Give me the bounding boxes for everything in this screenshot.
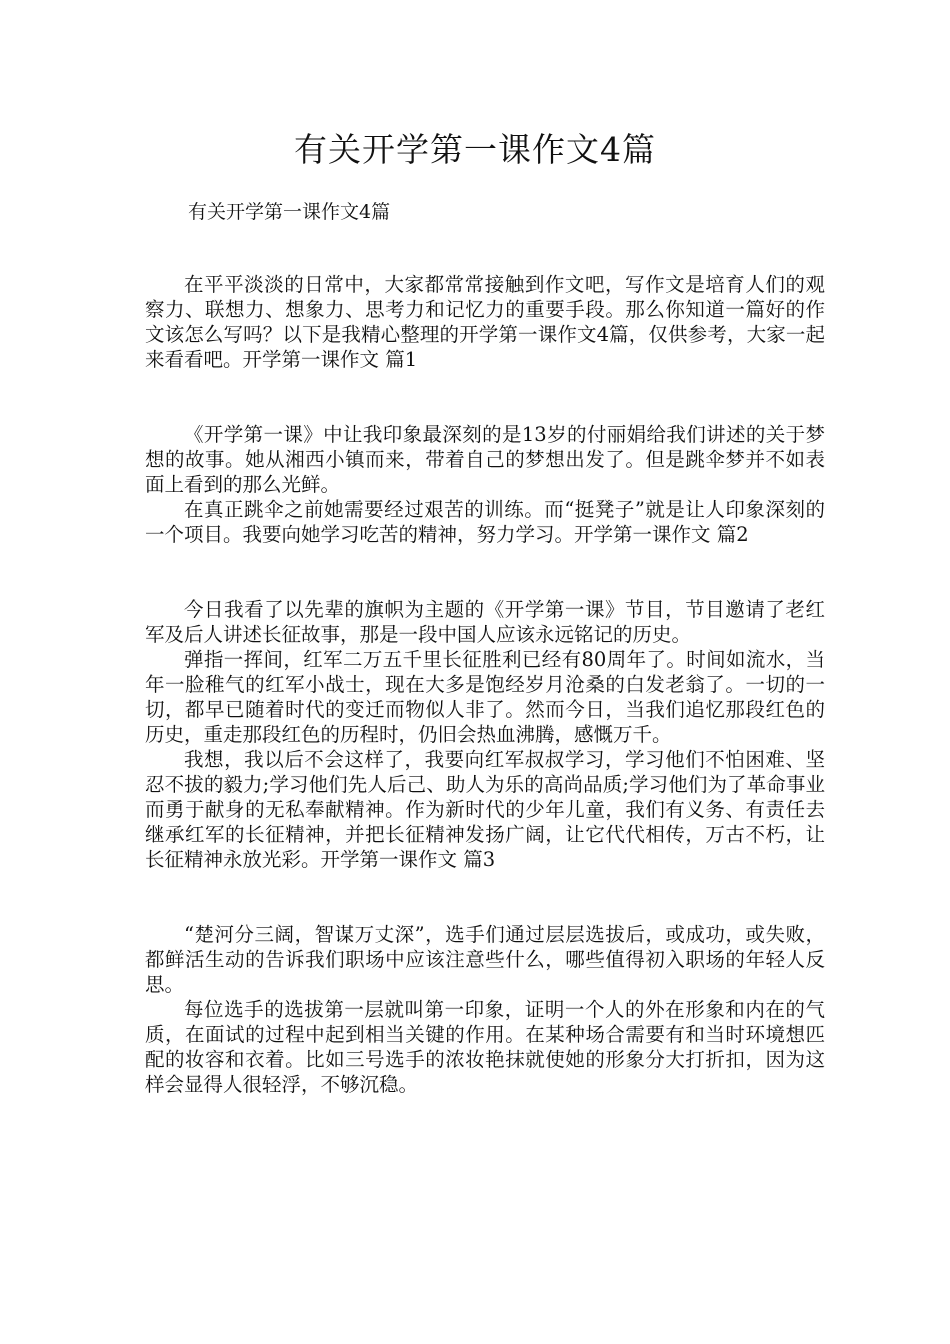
paragraph-gap (145, 547, 825, 597)
document-body (145, 272, 825, 1097)
paragraph-essay1-part2: 在真正跳伞之前她需要经过艰苦的训练。而“挺凳子”就是让人印象深刻的一个项目。我要向她学习吃苦的精神，努力学习。开学第一课作文 篇2 (145, 498, 825, 546)
paragraph-essay1-part1: 《开学第一课》中让我印象最深刻的是13岁的付丽娟给我们讲述的关于梦想的故事。她从湘西小镇而来，带着自己的梦想出发了。但是跳伞梦并不如表面上看到的那么光鲜。 (145, 423, 825, 496)
paragraph-gap (145, 872, 825, 922)
document-title: 有关开学第一课作文4篇 (294, 130, 656, 169)
paragraph-intro: 在平平淡淡的日常中，大家都常常接触到作文吧，写作文是培育人们的观察力、联想力、想象力、思考力和记忆力的重要手段。那么你知道一篇好的作文该怎么写吗？以下是我精心整理的开学第一课作文4篇，仅供参考，大家一起来看看吧。开学第一课作文 篇1 (145, 273, 825, 371)
paragraph-essay3-part1: “楚河分三阔，智谋万丈深”，选手们通过层层选拔后，或成功，或失败，都鲜活生动的告诉我们职场中应该注意些什么，哪些值得初入职场的年轻人反思。 (145, 923, 825, 996)
document-subtitle: 有关开学第一课作文4篇 (188, 201, 391, 223)
paragraph-essay2-part2: 弹指一挥间，红军二万五千里长征胜利已经有80周年了。时间如流水，当年一脸稚气的红军小战士，现在大多是饱经岁月沧桑的白发老翁了。一切的一切，都早已随着时代的变迁而物似人非了。然而今日，当我们追忆那段红色的历史，重走那段红色的历程时，仍旧会热血沸腾，感慨万千。 (145, 648, 825, 746)
paragraph-essay3-part2: 每位选手的选拔第一层就叫第一印象，证明一个人的外在形象和内在的气质，在面试的过程中起到相当关键的作用。在某种场合需要有和当时环境想匹配的妆容和衣着。比如三号选手的浓妆艳抹就使她的形象分大打折扣，因为这样会显得人很轻浮，不够沉稳。 (145, 998, 825, 1096)
paragraph-essay2-part3: 我想，我以后不会这样了，我要向红军叔叔学习，学习他们不怕困难、坚忍不拔的毅力;学习他们先人后己、助人为乐的高尚品质;学习他们为了革命事业而勇于献身的无私奉献精神。作为新时代的少年儿童，我们有义务、有责任去继承红军的长征精神，并把长征精神发扬广阔，让它代代相传，万古不朽，让长征精神永放光彩。开学第一课作文 篇3 (145, 748, 825, 871)
paragraph-gap (145, 372, 825, 422)
paragraph-essay2-part1: 今日我看了以先辈的旗帜为主题的《开学第一课》节目，节目邀请了老红军及后人讲述长征故事，那是一段中国人应该永远铭记的历史。 (145, 598, 825, 646)
